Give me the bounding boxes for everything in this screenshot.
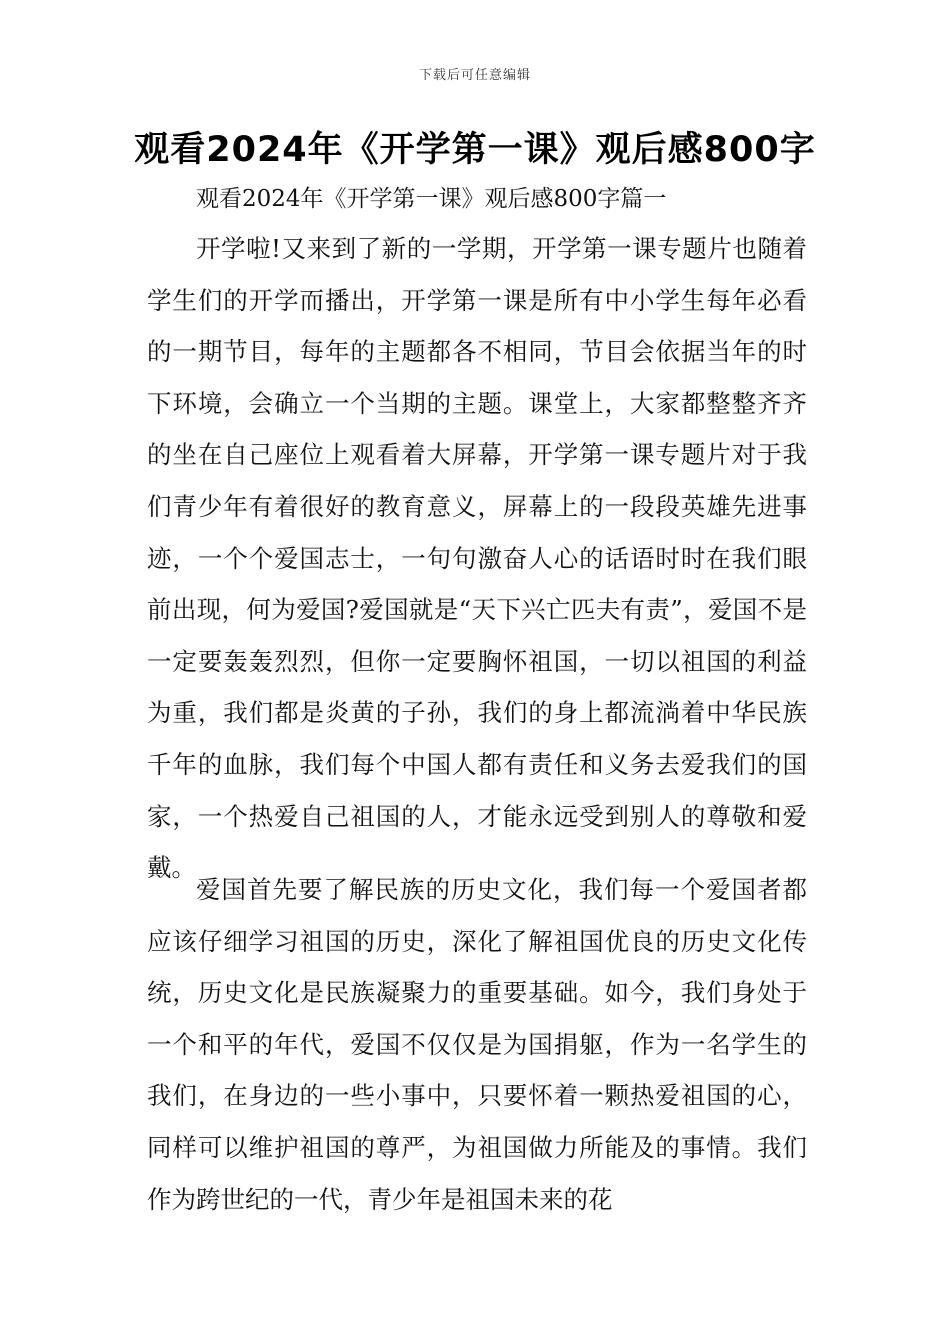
header-note: 下载后可任意编辑 (418, 68, 531, 83)
body-paragraph-2: 爱国首先要了解民族的历史文化，我们每一个爱国者都应该仔细学习祖国的历史，深化了解祖国优良的历史文化传统，历史文化是民族凝聚力的重要基础。如今，我们身处于一个和平的年代，爱国不仅仅是为国捐躯，作为一名学生的我们，在身边的一些小事中，只要怀着一颗热爱祖国的心，同样可以维护祖国的尊严，为祖国做力所能及的事情。我们作为跨世纪的一代，青少年是祖国未来的花 (147, 875, 807, 1214)
document-title: 观看2024年《开学第一课》观后感800字 (134, 130, 816, 170)
section-subtitle: 观看2024年《开学第一课》观后感800字篇一 (196, 186, 667, 212)
body-paragraph-1: 开学啦!又来到了新的一学期，开学第一课专题片也随着学生们的开学而播出，开学第一课是所有中小学生每年必看的一期节目，每年的主题都各不相同，节目会依据当年的时下环境，会确立一个当期的主题。课堂上，大家都整整齐齐的坐在自己座位上观看着大屏幕，开学第一课专题片对于我们青少年有着很好的教育意义，屏幕上的一段段英雄先进事迹，一个个爱国志士，一句句激奋人心的话语时时在我们眼前出现，何为爱国?爱国就是“天下兴亡匹夫有责”，爱国不是一定要轰轰烈烈，但你一定要胸怀祖国，一切以祖国的利益为重，我们都是炎黄的子孙，我们的身上都流淌着中华民族千年的血脉，我们每个中国人都有责任和义务去爱我们的国家，一个热爱自己祖国的人，才能永远受到别人的尊敬和爱戴。 (147, 234, 807, 883)
